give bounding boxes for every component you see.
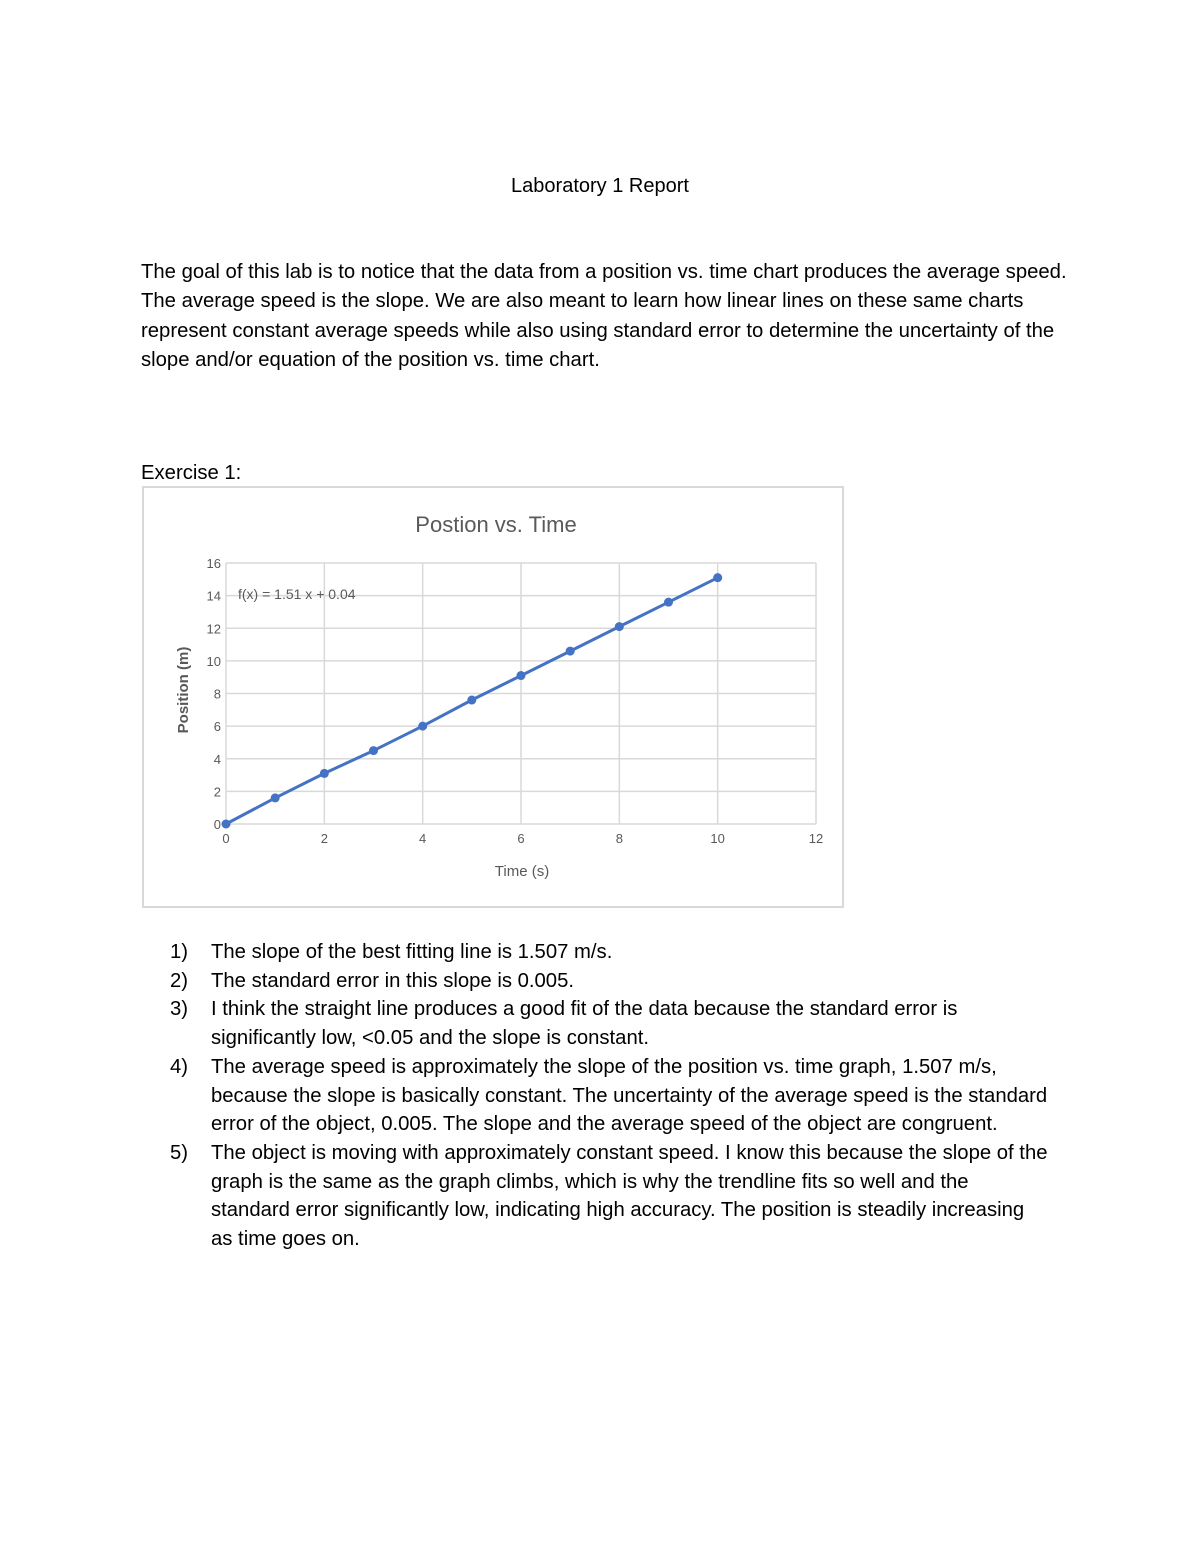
x-axis-label: Time (s) [494,863,550,880]
answer-text: The object is moving with approximately constant speed. I know this because the slope of the graph is the same as the graph climbs, which is why the trendline fits so well and the standard error significantly low, indicating high accuracy. The position is steadily increasing as time goes on. [211,1141,1048,1251]
answer-number: 3) [170,998,189,1021]
chart-series [222,573,723,828]
data-point [222,820,231,829]
data-point [566,647,575,656]
data-point [271,793,280,802]
y-tick-label: 6 [213,719,221,735]
answer-item [170,938,1050,967]
trendline-equation: f(x) = 1.51 x + 0.04 [238,586,356,602]
chart-title: Postion vs. Time [415,512,577,537]
x-tick-label: 6 [517,831,525,846]
answer-number: 2) [170,969,189,992]
x-tick-label: 2 [320,831,328,846]
data-point [517,671,526,680]
x-tick-label: 12 [808,831,824,846]
answer-item [170,1053,1050,1139]
y-tick-label: 4 [213,751,221,767]
exercise-heading: Exercise 1: [141,462,242,484]
answer-number: 5) [170,1141,189,1164]
answer-item [170,967,1050,996]
answer-text: The slope of the best fitting line is 1.507 m/s. [211,941,613,963]
y-axis-label: Position (m) [175,646,192,734]
y-tick-label: 16 [206,556,221,571]
y-tick-label: 12 [206,621,221,637]
x-tick-label: 4 [419,831,427,846]
data-point [615,622,624,631]
data-point [369,746,378,755]
x-tick-label: 8 [615,831,623,846]
answers-list [170,938,1050,1254]
data-point [664,598,673,607]
y-tick-label: 0 [213,817,221,832]
y-tick-label: 8 [213,686,221,702]
data-point [418,722,427,731]
intro-paragraph: The goal of this lab is to notice that the data from a position vs. time chart produces the average speed. The average speed is the slope. We are also meant to learn how linear lines on these same charts represent constant average speeds while also using standard error to determine the uncertainty of the slope and/or equation of the position vs. time chart. [141,261,1067,371]
data-point [713,573,722,582]
x-tick-label: 0 [222,831,230,846]
position-time-chart [142,486,844,908]
answer-item [170,1139,1050,1254]
y-tick-label: 10 [206,653,221,669]
chart-grid [226,563,816,824]
document-title: Laboratory 1 Report [511,175,689,197]
x-tick-label: 10 [710,831,725,846]
y-tick-label: 14 [206,588,221,604]
answer-number: 4) [170,1055,189,1078]
answer-item [170,995,1050,1052]
answer-number: 1) [170,941,189,963]
answer-text: I think the straight line produces a good fit of the data because the standard error is significantly low, <0.05 and the slope is constant. [211,998,958,1050]
y-tick-label: 2 [213,784,221,800]
chart-canvas [144,488,846,910]
data-point [467,696,476,705]
answer-text: The average speed is approximately the slope of the position vs. time graph, 1.507 m/s, because the slope is basically constant. The uncertainty of the average speed is the standard error of the object, 0.005. The slope and the average speed of the object are congruent. [211,1055,1048,1136]
answer-text: The standard error in this slope is 0.005. [211,969,575,992]
data-point [320,769,329,778]
